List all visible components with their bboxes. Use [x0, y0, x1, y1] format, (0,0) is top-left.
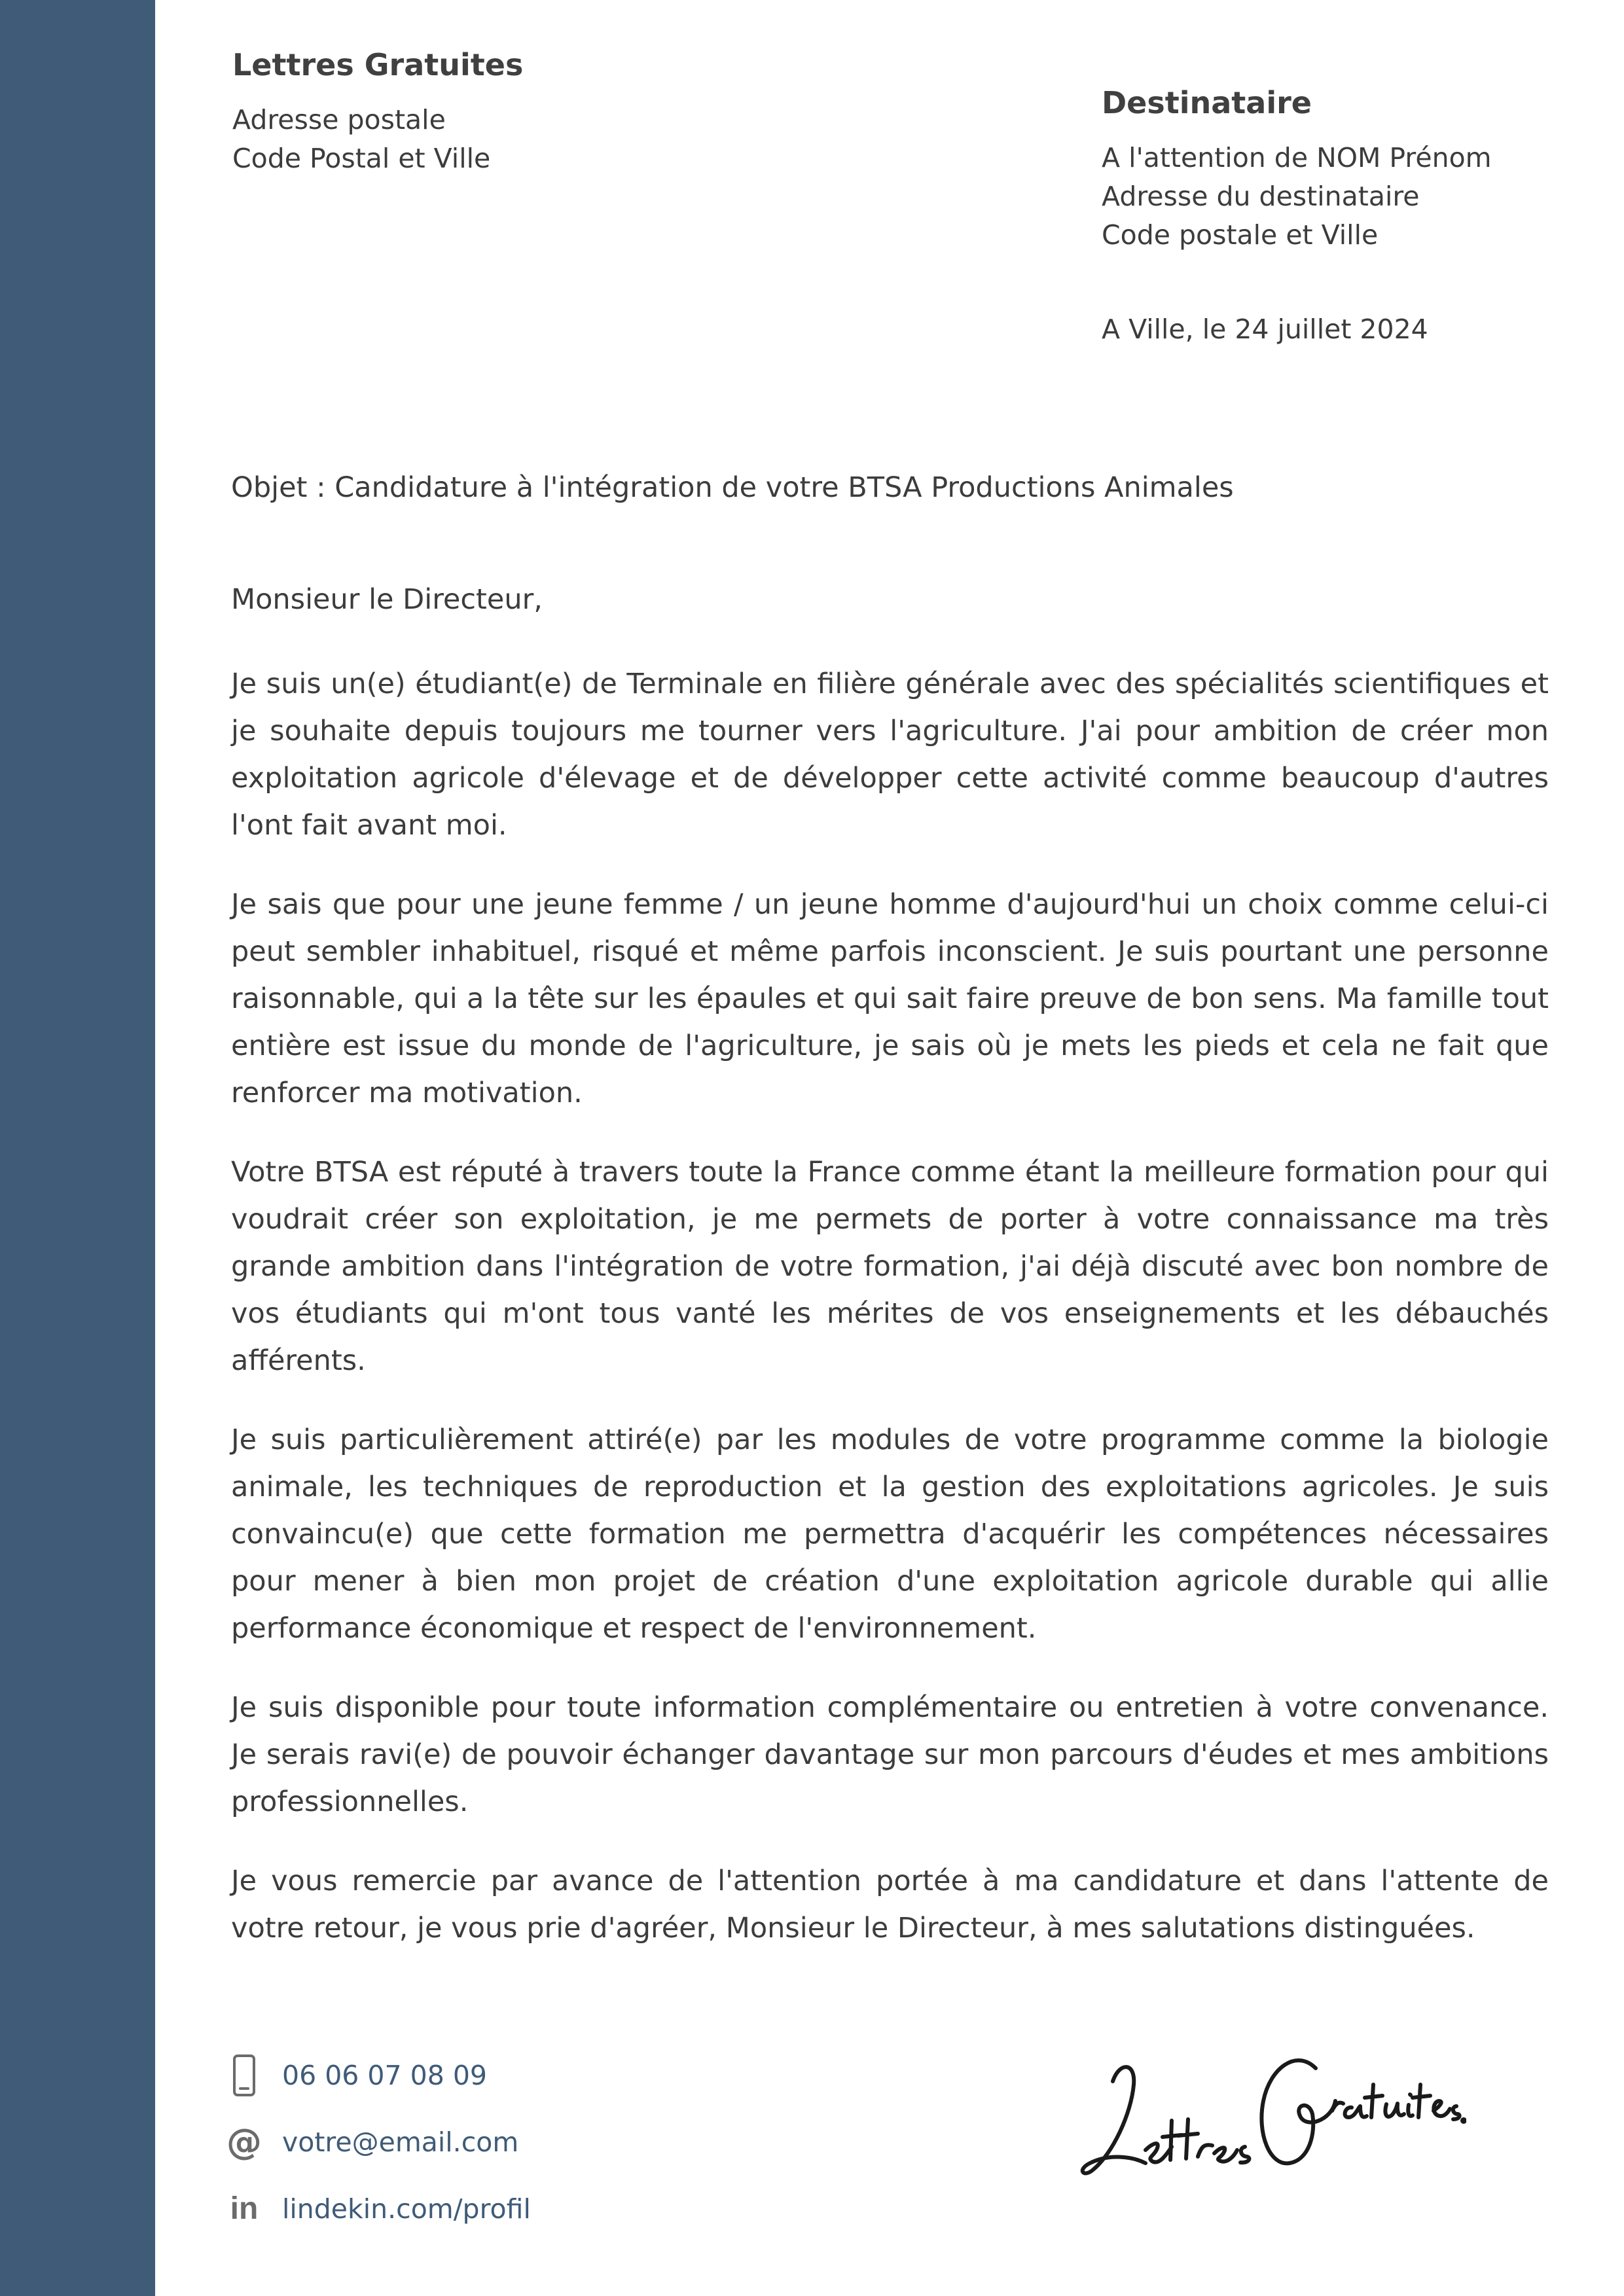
contact-email[interactable]: votre@email.com [282, 2126, 519, 2158]
contact-linkedin-row [228, 2176, 531, 2242]
contact-phone-row [228, 2042, 531, 2109]
body-paragraph: Je vous remercie par avance de l'attention portée à ma candidature et dans l'attente de votre retour, je vous prie d'agréer, Monsieur le Directeur, à mes salutations distinguées. [231, 1865, 1549, 1945]
body-paragraph: Je suis particulièrement attiré(e) par les modules de votre programme comme la biologie animale, les techniques de reproduction et la gestion des exploitations agricoles. Je suis convaincu(e) que cette formation me permettra d'acquérir les compétences nécessaires pour mener à bien mon projet de création d'une exploitation agricole durable qui allie performance économique et respect de l'environnement. [231, 1424, 1549, 1645]
handwritten-signature [1074, 2022, 1466, 2193]
letter-salutation: Monsieur le Directeur, [231, 583, 543, 616]
phone-icon [228, 2054, 261, 2097]
recipient-line1: A l'attention de NOM Prénom [1102, 141, 1492, 173]
recipient-block [1102, 84, 1492, 255]
left-sidebar-band [0, 0, 155, 2296]
body-paragraph: Je suis disponible pour toute information complémentaire ou entretien à votre convenance. Je serais ravi(e) de pouvoir échanger davantage sur mon parcours d'éudes et mes ambitions professionnelles. [231, 1691, 1549, 1818]
body-paragraph: Je suis un(e) étudiant(e) de Terminale en filière générale avec des spécialités scientifiques et je souhaite depuis toujours me tourner vers l'agriculture. J'ai pour ambition de créer mon exploitation agricole d'élevage et de développer cette activité comme beaucoup d'autres l'ont fait avant moi. [231, 668, 1549, 842]
linkedin-icon: in [230, 2191, 259, 2226]
contact-linkedin[interactable]: lindekin.com/profil [282, 2193, 531, 2225]
recipient-line3: Code postale et Ville [1102, 219, 1379, 251]
sender-address-line1: Adresse postale [232, 103, 446, 135]
sender-name: Lettres Gratuites [232, 47, 524, 82]
at-icon: @ [226, 2121, 262, 2162]
contact-phone[interactable]: 06 06 07 08 09 [282, 2060, 487, 2091]
letter-body [231, 660, 1549, 1984]
contact-block [228, 2042, 531, 2242]
recipient-line2: Adresse du destinataire [1102, 180, 1420, 212]
body-paragraph: Votre BTSA est réputé à travers toute la France comme étant la meilleure formation pour qui voudrait créer son exploitation, je me permets de porter à votre connaissance ma très grande ambition dans l'intégration de votre formation, j'ai déjà discuté avec bon nombre de vos étudiants qui m'ont tous vanté les mérites de vos enseignements et les débauchés afférents. [231, 1156, 1549, 1377]
contact-email-row [228, 2109, 531, 2176]
letter-date: A Ville, le 24 juillet 2024 [1102, 314, 1428, 345]
body-paragraph: Je sais que pour une jeune femme / un jeune homme d'aujourd'hui un choix comme celui-ci peut sembler inhabituel, risqué et même parfois inconscient. Je suis pourtant une personne raisonnable, qui a la tête sur les épaules et qui sait faire preuve de bon sens. Ma famille tout entière est issue du monde de l'agriculture, je sais où je mets les pieds et cela ne fait que renforcer ma motivation. [231, 888, 1549, 1109]
sender-address-line2: Code Postal et Ville [232, 142, 491, 174]
recipient-title: Destinataire [1102, 85, 1312, 120]
letter-subject: Objet : Candidature à l'intégration de votre BTSA Productions Animales [231, 471, 1234, 504]
sender-block [232, 46, 523, 178]
